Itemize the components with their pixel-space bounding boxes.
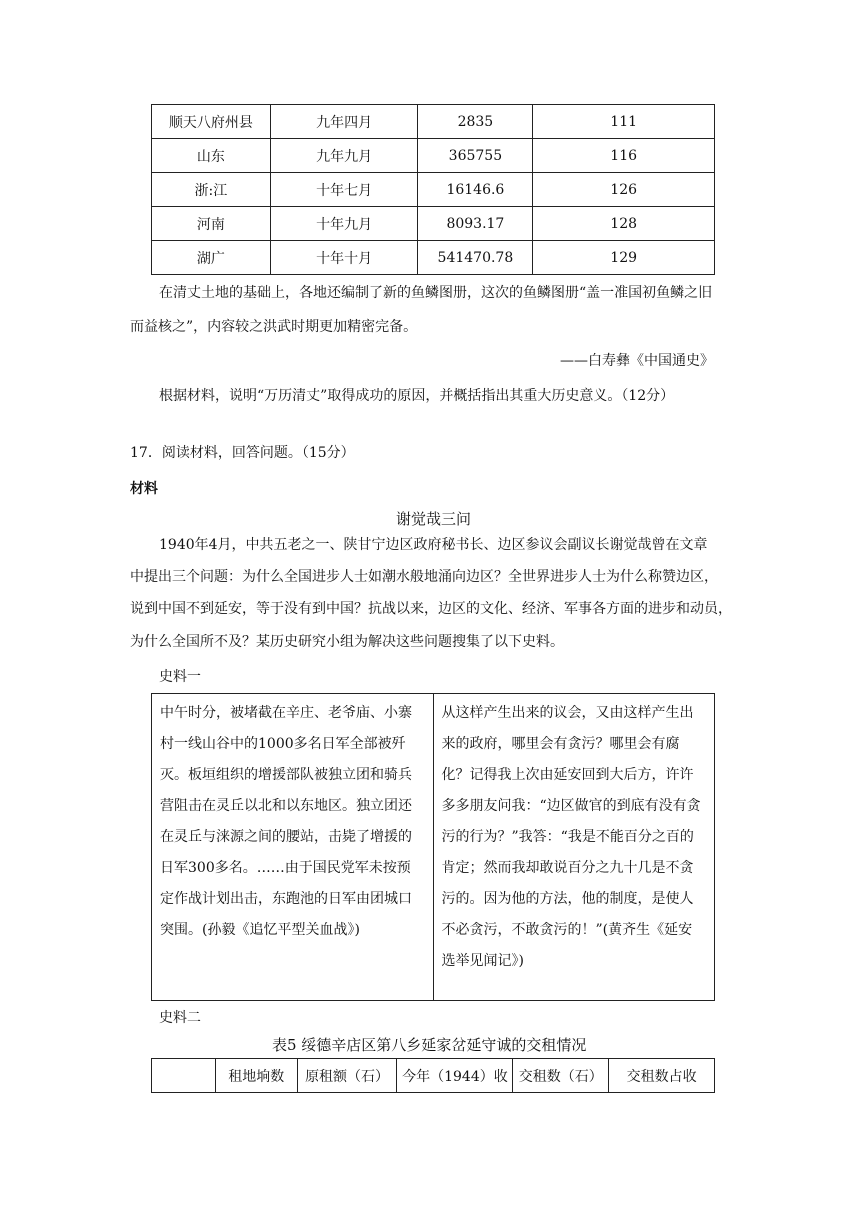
header-cell: 交租数占收 — [609, 1059, 715, 1093]
table-cell: 129 — [533, 241, 715, 275]
material-label: 材料 — [130, 481, 158, 497]
text-line: 中午时分，被堵截在辛庄、老爷庙、小寨 — [160, 705, 412, 721]
table-cell: 十年十月 — [270, 241, 418, 275]
table-cell: 116 — [533, 139, 715, 173]
header-cell — [152, 1059, 216, 1093]
table-cell: 541470.78 — [418, 241, 533, 275]
text-line: 化？记得我上次由延安回到大后方，许许 — [441, 767, 694, 783]
text-line: 污的行为？”我答：“我是不能百分之百的 — [441, 829, 694, 845]
paragraph-line: 而益核之”，内容较之洪武时期更加精密完备。 — [130, 319, 418, 335]
header-cell: 交租数（石） — [513, 1059, 609, 1093]
header-cell: 原租额（石） — [297, 1059, 397, 1093]
table-cell: 九年九月 — [270, 139, 418, 173]
text-line: 定作战计划出击，东跑池的日军由团城口 — [160, 891, 412, 907]
text-line: 营阻击在灵丘以北和以东地区。独立团还 — [160, 798, 412, 814]
table-row — [152, 173, 715, 207]
source-left-cell — [152, 694, 434, 1001]
shiliao2-label: 史料二 — [159, 1010, 201, 1026]
table-caption: 表5 绥德辛店区第八乡延家岔延守诚的交租情况 — [272, 1036, 587, 1054]
table-row — [152, 139, 715, 173]
table-cell: 111 — [533, 105, 715, 139]
question-16: 根据材料，说明“万历清丈”取得成功的原因，并概括指出其重大历史意义。（12分） — [159, 388, 675, 404]
intro-line: 中提出三个问题：为什么全国进步人士如潮水般地涌向边区？全世界进步人士为什么称赞边区， — [130, 569, 718, 585]
source-right-cell — [433, 694, 715, 1001]
table-row — [152, 105, 715, 139]
table-cell: 十年七月 — [270, 173, 418, 207]
text-line: 灭。板垣组织的增援部队被独立团和骑兵 — [160, 767, 412, 783]
table-cell: 128 — [533, 207, 715, 241]
table-cell: 湖广 — [152, 241, 271, 275]
table-cell: 126 — [533, 173, 715, 207]
text-line: 不必贪污，不敢贪污的！”(黄齐生《延安 — [441, 922, 693, 938]
intro-line: 说到中国不到延安，等于没有到中国？抗战以来，边区的文化、经济、军事各方面的进步和动员， — [130, 601, 732, 617]
table-row — [152, 241, 715, 275]
table-cell: 2835 — [418, 105, 533, 139]
table-row — [152, 694, 715, 1001]
text-line: 突围。(孙毅《追忆平型关血战》) — [160, 922, 360, 938]
text-line: 肯定；然而我却敢说百分之九十几是不贪 — [441, 860, 694, 876]
question-17: 17．阅读材料，回答问题。（15分） — [130, 445, 355, 461]
header-cell: 今年（1944）收 — [397, 1059, 513, 1093]
text-line: 来的政府，哪里会有贪污？哪里会有腐 — [441, 736, 680, 752]
table-cell: 十年九月 — [270, 207, 418, 241]
table-cell: 365755 — [418, 139, 533, 173]
section-title: 谢觉哉三问 — [396, 510, 472, 528]
land-survey-table — [151, 104, 715, 275]
table-cell: 16146.6 — [418, 173, 533, 207]
table-header-row — [152, 1059, 715, 1093]
table-cell: 河南 — [152, 207, 271, 241]
intro-line: 1940年4月，中共五老之一、陕甘宁边区政府秘书长、边区参议会副议长谢觉哉曾在文章 — [159, 537, 708, 553]
table-cell: 浙:江 — [152, 173, 271, 207]
table-row — [152, 207, 715, 241]
header-cell: 租地垧数 — [215, 1059, 297, 1093]
table-cell: 8093.17 — [418, 207, 533, 241]
text-line: 从这样产生出来的议会，又由这样产生出 — [441, 705, 694, 721]
text-line: 污的。因为他的方法，他的制度，是使人 — [441, 891, 694, 907]
text-line: 在灵丘与涞源之间的腰站，击毙了增援的 — [160, 829, 412, 845]
table-cell: 山东 — [152, 139, 271, 173]
rent-table — [151, 1058, 715, 1093]
text-line: 多多朋友问我：“边区做官的到底有没有贪 — [441, 798, 701, 814]
source-material-table — [151, 693, 715, 1001]
intro-line: 为什么全国所不及？某历史研究小组为解决这些问题搜集了以下史料。 — [130, 634, 564, 650]
text-line: 村一线山谷中的1000多名日军全部被歼 — [160, 736, 406, 752]
shiliao1-label: 史料一 — [159, 669, 201, 685]
table-cell: 顺天八府州县 — [152, 105, 271, 139]
table-cell: 九年四月 — [270, 105, 418, 139]
paragraph-line: 在清丈土地的基础上，各地还编制了新的鱼鳞图册，这次的鱼鳞图册“盖一准国初鱼鳞之旧 — [159, 285, 713, 301]
text-line: 选举见闻记》) — [441, 953, 524, 969]
text-line: 日军300多名。……由于国民党军未按预 — [160, 860, 411, 876]
citation: ——白寿彝《中国通史》 — [560, 353, 714, 369]
